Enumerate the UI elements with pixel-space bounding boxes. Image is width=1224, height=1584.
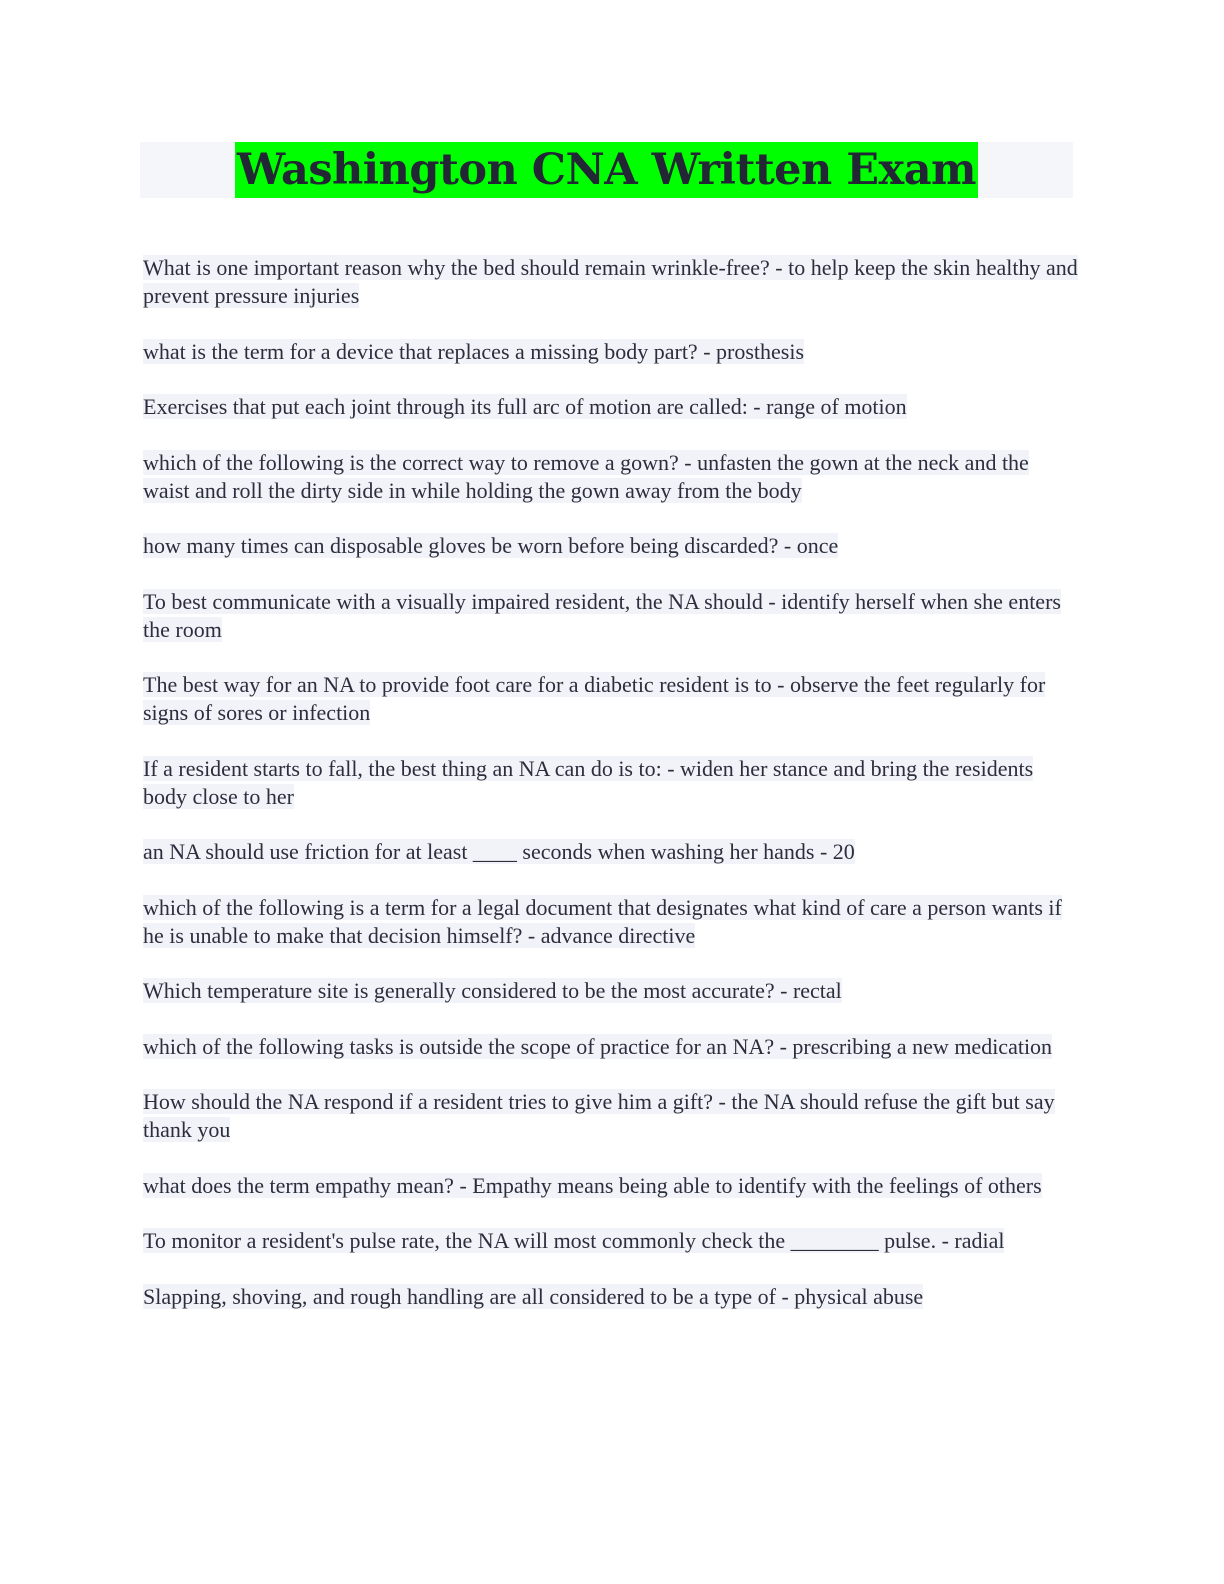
qa-text: Which temperature site is generally considered to be the most accurate? - rectal — [143, 978, 842, 1003]
qa-text: How should the NA respond if a resident tries to give him a gift? - the NA should refuse the gift but say thank you — [143, 1089, 1055, 1142]
qa-text: The best way for an NA to provide foot care for a diabetic resident is to - observe the feet regularly for signs of sores or infection — [143, 672, 1046, 725]
qa-text: What is one important reason why the bed should remain wrinkle-free? - to help keep the skin healthy and prevent pressure injuries — [143, 255, 1078, 308]
question-answer-list — [143, 254, 1078, 1338]
qa-text: which of the following tasks is outside the scope of practice for an NA? - prescribing a new medication — [143, 1033, 1053, 1059]
qa-item — [143, 254, 1078, 310]
qa-text: what is the term for a device that replaces a missing body part? - prosthesis — [143, 338, 805, 364]
qa-text: what does the term empathy mean? - Empathy means being able to identify with the feelings of others — [143, 1172, 1042, 1198]
qa-item — [143, 1033, 1078, 1061]
qa-text: an NA should use friction for at least ____ seconds when washing her hands - 20 — [143, 839, 855, 864]
qa-text: which of the following is the correct way to remove a gown? - unfasten the gown at the neck and the waist and roll the dirty side in while holding the gown away from the body — [143, 449, 1029, 503]
qa-text: To monitor a resident's pulse rate, the NA will most commonly check the ________ pulse. - radial — [143, 1228, 1005, 1253]
qa-item — [143, 1283, 1078, 1311]
qa-item — [143, 755, 1078, 811]
qa-item — [143, 532, 1078, 560]
qa-text: To best communicate with a visually impaired resident, the NA should - identify herself when she enters the room — [143, 588, 1061, 642]
qa-text: how many times can disposable gloves be worn before being discarded? - once — [143, 533, 839, 558]
qa-item — [143, 671, 1078, 727]
qa-item — [143, 449, 1078, 505]
qa-item — [143, 838, 1078, 866]
qa-item — [143, 1088, 1078, 1144]
qa-item — [143, 1227, 1078, 1255]
qa-item — [143, 894, 1078, 950]
qa-item — [143, 393, 1078, 421]
qa-text: If a resident starts to fall, the best thing an NA can do is to: - widen her stance and bring the residents body close to her — [143, 755, 1034, 809]
title-banner — [140, 142, 1073, 198]
qa-item — [143, 1172, 1078, 1200]
qa-item — [143, 338, 1078, 366]
qa-text: Slapping, shoving, and rough handling are all considered to be a type of - physical abuse — [143, 1283, 924, 1309]
qa-item — [143, 588, 1078, 644]
qa-text: Exercises that put each joint through its full arc of motion are called: - range of motion — [143, 394, 907, 419]
qa-text: which of the following is a term for a legal document that designates what kind of care a person wants if he is unable to make that decision himself? - advance directive — [143, 894, 1062, 948]
page-title: Washington CNA Written Exam — [235, 142, 978, 198]
qa-item — [143, 977, 1078, 1005]
